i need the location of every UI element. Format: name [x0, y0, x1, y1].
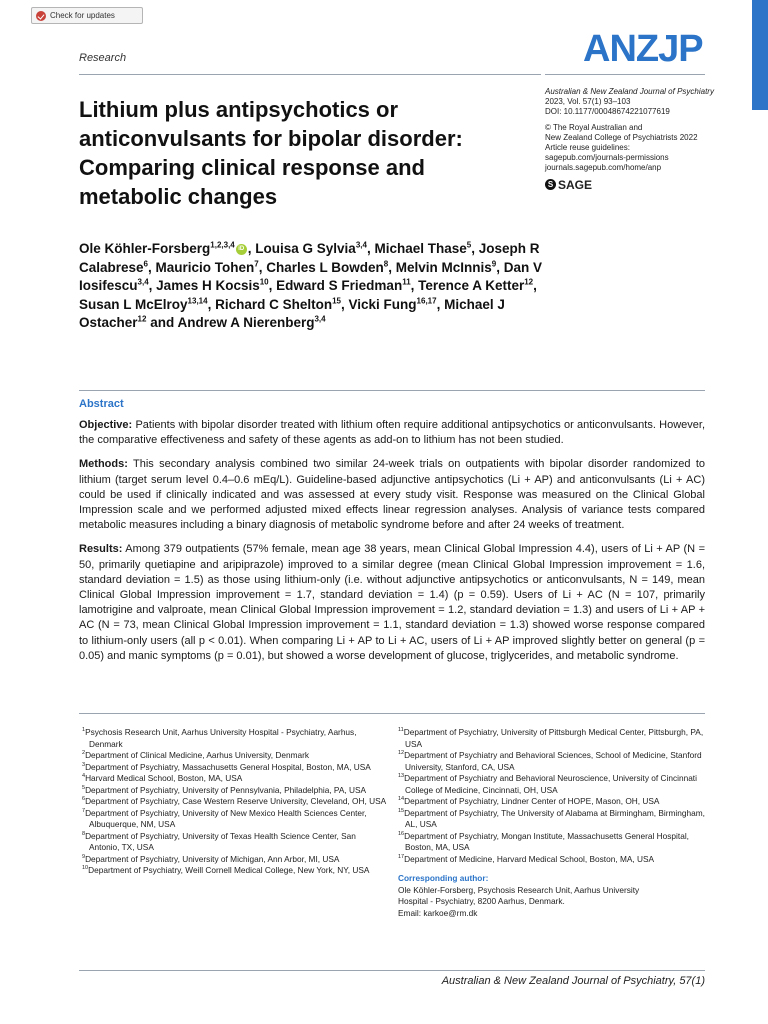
author-affiliation-ref: 3,4	[137, 277, 149, 287]
corresponding-heading: Corresponding author:	[398, 873, 489, 883]
author-name: Charles L Bowden	[266, 259, 384, 275]
header-divider-right	[545, 74, 705, 75]
affiliation-text: Psychosis Research Unit, Aarhus University Hospital - Psychiatry, Aarhus, Denmark	[85, 727, 357, 749]
author-name: Michael Thase	[374, 241, 467, 256]
affiliation-item	[82, 750, 387, 762]
affiliations-left	[82, 727, 387, 877]
header-divider	[79, 74, 541, 75]
author-name: Michael J Ostacher	[79, 296, 505, 330]
affiliation-number: 17	[398, 853, 405, 860]
affiliation-text: Department of Medicine, Harvard Medical School, Boston, MA, USA	[404, 853, 655, 864]
abstract-heading: Abstract	[79, 398, 124, 410]
meta-journal: Australian & New Zealand Journal of Psychiatry	[545, 87, 714, 96]
author-list: Ole Köhler-Forsberg$^{1,2,3,4}$ iD , Louisa G Sylvia$^{3,4}$, Michael Thase$^5$, Joseph R Calabrese$^6$, Mauricio Tohen$^7$, Charles L Bowden$^8$, Melvin McInnis$^9$, Dan V Iosifescu$^{3,4}$, James H Kocsis$^{10}$, Edward S Friedman$^{11}$, Terence A Ketter$^{12}$, Susan L McElroy$^{13,14}$, Richard C Shelton$^{15}$, Vicki Fung$^{16,17}$, Michael J Ostacher$^{12}$ and Andrew A Nierenberg$^{3,4}$	[79, 240, 543, 330]
check-updates-label: Check for updates	[50, 11, 115, 20]
corresponding-line-2: Hospital - Psychiatry, 8200 Aarhus, Denmark.	[398, 896, 565, 906]
affiliation-item	[82, 762, 387, 774]
affiliation-text: Department of Psychiatry and Behavioral Sciences, School of Medicine, Stanford University, Stanford, CA, USA	[404, 750, 702, 772]
author-name: Susan L McElroy	[79, 296, 188, 312]
affiliation-item	[82, 865, 387, 877]
affiliation-number: 9	[82, 853, 86, 860]
meta-reuse-2[interactable]: sagepub.com/journals-permissions	[545, 153, 669, 162]
results-text: Among 379 outpatients (57% female, mean age 38 years, mean Clinical Global Impression 4.4), users of Li + AP (N = 50, primarily quetiapine and aripiprazole) improved to a similar degree (mean Clinical Global Impression improvement = 1.6, standard deviation = 1.5) as those using lithium-only (i.e. without adjunctive antipsychotics or anticonvulsants, N = 149, mean Clinical Global Impression improvement = 1.7, standard deviation = 1.4) (p = 0.59). Users of Li + AC (N = 107, primarily lamotrigine and valproate, mean Clinical Global Impression improvement = 1.2, standard deviation = 1.3) and users of Li + AP + AC (N = 73, mean Clinical Global Impression improvement = 1.1, standard deviation = 1.3) showed worse response compared to lithium-only users (all p < 0.01). When comparing Li + AP to Li + AC, users of Li + AP improved slightly better on general (p = 0.05) and manic symptoms (p = 0.01), but showed a worse development of glucose, triglycerides, and metabolic syndrome.	[79, 543, 706, 662]
author-affiliation-ref: 5	[466, 240, 472, 250]
methods-label: Methods:	[79, 458, 128, 471]
affiliation-text: Department of Psychiatry, University of Pittsburgh Medical Center, Pittsburgh, PA, USA	[403, 727, 704, 749]
author-affiliation-ref: 15	[332, 296, 342, 305]
author-name: Louisa G Sylvia	[255, 241, 356, 256]
affiliation-number: 8	[82, 830, 86, 837]
corresponding-email[interactable]: Email: karkoe@rm.dk	[398, 907, 478, 918]
author-affiliation-ref: 8	[383, 259, 389, 268]
affiliation-item	[82, 808, 387, 831]
affiliation-item	[82, 785, 387, 797]
author-name: Dan V Iosifescu	[79, 259, 543, 293]
affiliation-number: 5	[82, 784, 86, 791]
meta-reuse-3[interactable]: journals.sagepub.com/home/anp	[545, 163, 662, 172]
author-affiliation-ref: 10	[259, 277, 269, 287]
methods-text: This secondary analysis combined two similar 24-week trials on outpatients with bipolar disorder randomized to lithium (target serum level 0.4–0.6 mEq/L). Guideline-based adjunctive antipsychotics (Li + AP) and anticonvulsants (Li + AC) could be used if clinically indicated and was assessed at every study visit. Response was measured on the Clinical Global Impression scale and we performed adjusted mixed effects linear regression analyses. Analysis of variance tests compared metabolic measures including a binary diagnosis of metabolic syndrome before and after 24 weeks of treatment.	[79, 458, 705, 532]
article-title: Lithium plus antipsychotics or anticonvulsants for bipolar disorder: Comparing clinical response and metabolic changes	[79, 97, 463, 209]
meta-volume: 2023, Vol. 57(1) 93–103	[545, 97, 631, 106]
objective-text: Patients with bipolar disorder treated with lithium often require additional antipsychotics or anticonvulsants. However, the comparative effectiveness and safety of these agents as add-on to lithium has not been studied.	[79, 419, 706, 447]
affiliation-text: Department of Psychiatry, University of Texas Health Science Center, San Antonio, TX, USA	[85, 830, 356, 852]
author-affiliation-ref: 16,17	[416, 296, 437, 305]
page-footer: Australian & New Zealand Journal of Psychiatry, 57(1)	[441, 975, 705, 987]
author-affiliation-ref: 6	[143, 259, 148, 268]
affiliation-item	[398, 750, 708, 773]
abstract-bottom-divider	[79, 713, 705, 714]
author-affiliation-ref: 12	[524, 277, 534, 287]
author-name: Joseph R Calabrese	[79, 241, 540, 275]
author-name: and Andrew A Nierenberg	[150, 315, 315, 330]
affiliation-text: Department of Psychiatry, Case Western Reserve University, Cleveland, OH, USA	[85, 796, 387, 806]
affiliation-text: Department of Psychiatry and Behavioral Neuroscience, University of Cincinnati College of Medicine, Cincinnati, OH, USA	[404, 773, 697, 795]
affiliation-item	[398, 808, 708, 831]
affiliation-item	[82, 796, 387, 808]
affiliation-item	[398, 773, 708, 796]
author-affiliation-ref: 1,2,3,4	[210, 240, 235, 250]
author-affiliation-ref: 3,4	[314, 314, 326, 324]
affiliation-text: Harvard Medical School, Boston, MA, USA	[85, 773, 243, 783]
affiliation-item	[398, 831, 708, 854]
affiliation-number: 12	[398, 750, 405, 757]
section-label: Research	[79, 52, 127, 64]
sage-icon: S	[545, 179, 556, 190]
abstract-body	[79, 418, 705, 673]
objective-label: Objective:	[79, 419, 133, 431]
sage-logo	[545, 179, 720, 190]
affiliation-item	[82, 854, 387, 866]
affiliation-number: 11	[398, 727, 404, 734]
abstract-objective	[79, 418, 705, 448]
affiliation-item	[82, 831, 387, 854]
affiliation-item	[398, 796, 708, 808]
abstract-divider	[79, 390, 705, 391]
affiliation-text: Department of Psychiatry, Mongan Institute, Massachusetts General Hospital, Boston, MA, USA	[404, 830, 689, 852]
author-name: Edward S Friedman	[276, 278, 403, 293]
affiliation-number: 7	[82, 807, 86, 814]
orcid-icon[interactable]: iD	[236, 244, 247, 255]
affiliation-number: 14	[398, 796, 405, 803]
affiliation-text: Department of Psychiatry, Massachusetts General Hospital, Boston, MA, USA	[85, 761, 371, 772]
footer-divider	[79, 970, 705, 971]
author-name: Ole Köhler-Forsberg	[79, 241, 211, 256]
affiliation-text: Department of Psychiatry, University of Pennsylvania, Philadelphia, PA, USA	[85, 784, 367, 795]
check-updates-icon	[36, 11, 46, 21]
affiliation-number: 4	[82, 773, 86, 780]
affiliation-item	[398, 727, 708, 750]
affiliation-text: Department of Psychiatry, University of New Mexico Health Sciences Center, Albuquerque, NM, USA	[85, 807, 367, 829]
sage-label: SAGE	[558, 177, 593, 192]
affiliation-item	[398, 854, 708, 866]
affiliation-number: 10	[82, 865, 89, 872]
affiliation-number: 6	[82, 796, 86, 803]
journal-color-bar	[752, 0, 768, 110]
check-for-updates-button[interactable]	[31, 7, 143, 24]
author-affiliation-ref: 7	[254, 259, 259, 268]
author-name: James H Kocsis	[156, 278, 260, 293]
corresponding-author	[398, 873, 708, 919]
affiliation-number: 13	[398, 773, 405, 780]
author-affiliation-ref: 12	[137, 314, 147, 324]
affiliation-item	[82, 773, 387, 785]
affiliation-number: 16	[398, 830, 405, 837]
author-affiliation-ref: 3,4	[355, 240, 367, 250]
article-meta	[545, 87, 720, 190]
author-name: Mauricio Tohen	[155, 259, 255, 275]
author-affiliation-ref: 11	[402, 277, 411, 287]
meta-copyright-2: New Zealand College of Psychiatrists 2022	[545, 133, 698, 142]
meta-doi[interactable]: DOI: 10.1177/00048674221077619	[545, 107, 670, 116]
affiliation-text: Department of Psychiatry, Lindner Center of HOPE, Mason, OH, USA	[404, 796, 660, 806]
results-label: Results:	[79, 543, 123, 556]
author-name: Terence A Ketter	[418, 278, 525, 293]
meta-reuse-1: Article reuse guidelines:	[545, 143, 630, 152]
affiliation-item	[82, 727, 387, 750]
corresponding-line-1: Ole Köhler-Forsberg, Psychosis Research Unit, Aarhus University	[398, 884, 640, 895]
author-name: Vicki Fung	[348, 296, 417, 312]
affiliation-text: Department of Psychiatry, Weill Cornell Medical College, New York, NY, USA	[88, 865, 370, 875]
meta-copyright-1: © The Royal Australian and	[545, 123, 643, 132]
author-affiliation-ref: 13,14	[187, 296, 208, 305]
affiliation-number: 2	[82, 750, 86, 757]
affiliation-number: 1	[82, 727, 86, 734]
author-name: Richard C Shelton	[215, 296, 333, 312]
affiliation-text: Department of Psychiatry, University of Michigan, Ann Arbor, MI, USA	[85, 853, 340, 864]
affiliation-number: 3	[82, 761, 86, 768]
author-affiliation-ref: 9	[491, 259, 497, 268]
journal-logo: ANZJP	[583, 28, 703, 70]
affiliation-text: Department of Psychiatry, The University of Alabama at Birmingham, Birmingham, AL, USA	[404, 807, 705, 829]
affiliation-number: 15	[398, 807, 405, 814]
author-name: Melvin McInnis	[395, 259, 492, 275]
abstract-results	[79, 542, 705, 664]
affiliations-right	[398, 727, 708, 919]
abstract-methods	[79, 457, 705, 533]
affiliation-text: Department of Clinical Medicine, Aarhus University, Denmark	[85, 750, 310, 760]
